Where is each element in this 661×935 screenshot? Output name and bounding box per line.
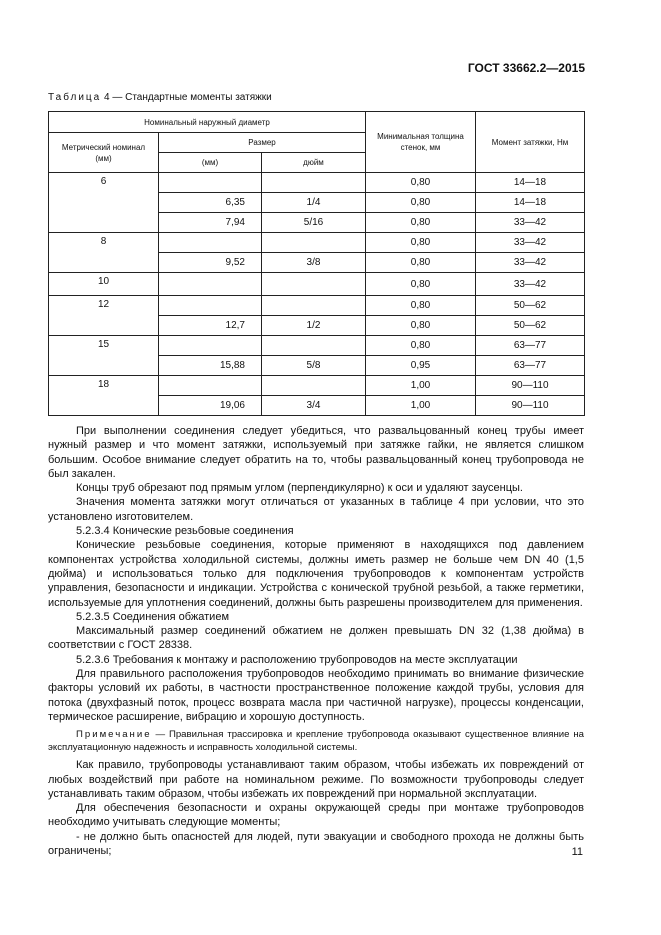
cell-torque: 33—42 <box>476 253 585 273</box>
cell-inch: 1/2 <box>262 316 366 336</box>
cell-torque: 33—42 <box>476 213 585 233</box>
header-metric-nominal: Метрический номинал (мм) <box>49 133 159 173</box>
cell-torque: 63—77 <box>476 356 585 376</box>
cell-torque: 50—62 <box>476 296 585 316</box>
header-size: Размер <box>159 133 366 153</box>
cell-inch <box>262 376 366 396</box>
cell-metric: 8 <box>49 233 159 273</box>
cell-wall: 0,80 <box>366 253 476 273</box>
cell-inch: 3/4 <box>262 396 366 416</box>
cell-metric: 10 <box>49 273 159 296</box>
table-body <box>49 173 585 416</box>
section-heading: 5.2.3.5 Соединения обжатием <box>76 610 230 623</box>
cell-mm <box>159 273 262 296</box>
cell-torque: 63—77 <box>476 336 585 356</box>
table-row <box>49 376 585 396</box>
cell-mm: 9,52 <box>159 253 262 273</box>
table-caption <box>48 92 272 103</box>
standard-number: ГОСТ 33662.2—2015 <box>467 61 585 75</box>
cell-inch: 5/8 <box>262 356 366 376</box>
header-min-wall: Минимальная толщина стенок, мм <box>366 112 476 173</box>
table-caption-text: 4 — Стандартные моменты затяжки <box>101 92 272 103</box>
cell-torque: 14—18 <box>476 193 585 213</box>
paragraph: - не должно быть опасностей для людей, пути эвакуации и свободного прохода не должны быть ограничены; <box>48 830 584 858</box>
cell-inch <box>262 173 366 193</box>
cell-torque: 33—42 <box>476 273 585 296</box>
cell-wall: 1,00 <box>366 376 476 396</box>
cell-wall: 0,80 <box>366 233 476 253</box>
cell-wall: 0,80 <box>366 193 476 213</box>
cell-wall: 0,80 <box>366 296 476 316</box>
cell-mm <box>159 336 262 356</box>
cell-mm: 19,06 <box>159 396 262 416</box>
section-heading: 5.2.3.6 Требования к монтажу и расположению трубопроводов на месте эксплуатации <box>76 653 518 666</box>
paragraph: Как правило, трубопроводы устанавливают таким образом, чтобы избежать их повреждений от любых воздействий при работе на номинальном режиме. По возможности трубопроводы следует устанавливать таким образом, чтобы избежать их повреждений при нормальной эксплуатации. <box>48 759 584 800</box>
cell-inch: 1/4 <box>262 193 366 213</box>
cell-wall: 0,80 <box>366 273 476 296</box>
cell-mm: 15,88 <box>159 356 262 376</box>
cell-mm: 7,94 <box>159 213 262 233</box>
torque-table <box>48 111 585 416</box>
cell-inch: 3/8 <box>262 253 366 273</box>
header-nominal-outer-diameter: Номинальный наружный диаметр <box>49 112 366 133</box>
cell-torque: 14—18 <box>476 173 585 193</box>
header-torque: Момент затяжки, Нм <box>476 112 585 173</box>
table-row <box>49 273 585 296</box>
note <box>48 728 584 754</box>
table-row <box>49 296 585 316</box>
cell-metric: 12 <box>49 296 159 336</box>
cell-mm <box>159 376 262 396</box>
section-heading: 5.2.3.4 Конические резьбовые соединения <box>76 525 294 538</box>
cell-wall: 0,80 <box>366 213 476 233</box>
body-text <box>48 424 584 858</box>
cell-mm: 6,35 <box>159 193 262 213</box>
cell-metric: 15 <box>49 336 159 376</box>
cell-inch <box>262 296 366 316</box>
paragraph: При выполнении соединения следует убедиться, что развальцованный конец трубы имеет нужный размер и что момент затяжки, используемый при затяжке гайки, не является слишком большим. Особое внимание следует обратить на то, чтобы развальцованный конец трубопровода не был закален. <box>48 425 584 480</box>
cell-torque: 90—110 <box>476 396 585 416</box>
cell-wall: 1,00 <box>366 396 476 416</box>
cell-torque: 50—62 <box>476 316 585 336</box>
cell-torque: 33—42 <box>476 233 585 253</box>
cell-metric: 18 <box>49 376 159 416</box>
cell-wall: 0,80 <box>366 316 476 336</box>
cell-mm <box>159 173 262 193</box>
cell-inch <box>262 233 366 253</box>
table-row <box>49 336 585 356</box>
page-number: 11 <box>571 846 583 858</box>
cell-inch: 5/16 <box>262 213 366 233</box>
cell-mm <box>159 296 262 316</box>
paragraph: Максимальный размер соединений обжатием не должен превышать DN 32 (1,38 дюйма) в соответствии с ГОСТ 28338. <box>48 625 584 652</box>
paragraph: Конические резьбовые соединения, которые применяют в находящихся под давлением компонентах устройства холодильной системы, должны иметь размер не больше чем DN 40 (1,5 дюйма) и использоваться только для подключения трубопроводов к компонентам устройств управления, безопасности и индикации. Устройства с конической трубной резьбой, а также герметики, используемые для уплотнения соединений, должны быть разрешены производителем для применения. <box>48 539 584 609</box>
note-label: Примечание <box>76 729 152 741</box>
paragraph: Концы труб обрезают под прямым углом (перпендикулярно) к оси и удаляют заусенцы. <box>76 482 523 495</box>
paragraph: Для правильного расположения трубопроводов необходимо принимать во внимание физические факторы условий их работы, в частности пространственное положение каждой трубы, условия для потока (двухфазный поток, процесс возврата масла при частичной нагрузке), процессы конденсации, термическое расширение, вибрацию и хорошую доступность. <box>48 668 584 723</box>
paragraph: Значения момента затяжки могут отличаться от указанных в таблице 4 при условии, что это установлено изготовителем. <box>48 496 584 523</box>
table-row <box>49 173 585 193</box>
cell-mm <box>159 233 262 253</box>
cell-inch <box>262 273 366 296</box>
cell-wall: 0,95 <box>366 356 476 376</box>
table-caption-label: Таблица <box>48 92 102 103</box>
cell-torque: 90—110 <box>476 376 585 396</box>
note-text: — Правильная трассировка и крепление трубопровода оказывают существенное влияние на эксплуатационную надежность и исправность холодильной системы. <box>48 729 584 754</box>
paragraph: Для обеспечения безопасности и охраны окружающей среды при монтаже трубопроводов необходимо учитывать следующие моменты; <box>48 802 584 829</box>
header-mm: (мм) <box>159 153 262 173</box>
cell-mm: 12,7 <box>159 316 262 336</box>
cell-inch <box>262 336 366 356</box>
cell-metric: 6 <box>49 173 159 233</box>
cell-wall: 0,80 <box>366 173 476 193</box>
header-inch: дюйм <box>262 153 366 173</box>
table-row <box>49 233 585 253</box>
cell-wall: 0,80 <box>366 336 476 356</box>
